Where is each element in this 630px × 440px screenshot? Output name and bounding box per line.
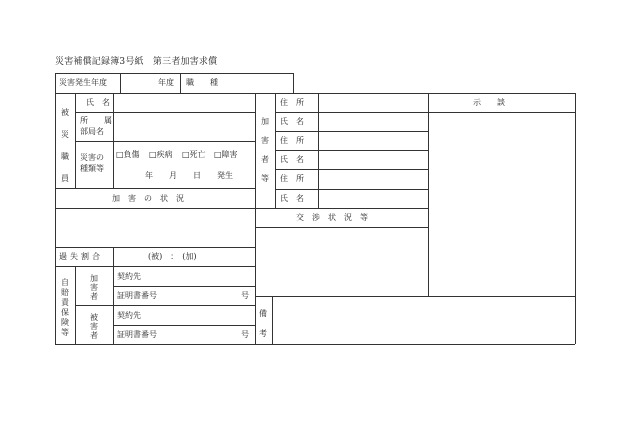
situation-label: 加 害 の 状 況 [112, 194, 184, 203]
check-death[interactable]: □死亡 [182, 150, 206, 159]
insurance-group-label: 自賠責保険等 [61, 278, 69, 337]
year-label: 災害発生年度 [59, 78, 107, 87]
victim-type-label-2: 種類等 [80, 164, 104, 173]
perp-name-3: 氏 名 [280, 194, 304, 203]
shokushu-label: 職 種 [186, 78, 218, 87]
fault-ratio-label: 過失割合 [59, 252, 103, 261]
perp-address-3: 住 所 [280, 174, 304, 183]
check-injury[interactable]: □負傷 [116, 150, 140, 159]
negotiation-label: 交 渉 状 況 等 [296, 213, 368, 222]
victim-type-label-1: 災害の [80, 153, 104, 162]
year-unit: 年度 [158, 78, 174, 87]
perp-cert-unit: 号 [241, 291, 249, 300]
perpetrator-group-label: 加害者等 [261, 117, 269, 183]
remarks-label: 備考 [259, 309, 267, 338]
victim-name-label: 氏 名 [86, 98, 110, 107]
perp-address-1: 住 所 [280, 98, 304, 107]
perp-address-2: 住 所 [280, 136, 304, 145]
victim-cert-label: 証明書番号 [117, 330, 157, 339]
perp-contract-label: 契約先 [117, 272, 141, 281]
perp-name-2: 氏 名 [280, 155, 304, 164]
insurance-perpetrator-label: 加害者 [90, 274, 98, 301]
insurance-victim-label: 被害者 [90, 313, 98, 340]
victim-group-label: 被災職員 [61, 108, 69, 183]
check-illness[interactable]: □疾病 [149, 150, 173, 159]
victim-dept-label-2: 部局名 [80, 127, 104, 136]
perp-name-1: 氏 名 [280, 117, 304, 126]
perp-cert-label: 証明書番号 [117, 291, 157, 300]
victim-cert-unit: 号 [241, 330, 249, 339]
victim-contract-label: 契約先 [117, 311, 141, 320]
occurrence-date-line: 年 月 日 発生 [145, 171, 233, 180]
settlement-label: 示 談 [473, 98, 505, 107]
check-disability[interactable]: □障害 [214, 150, 238, 159]
fault-ratio-value: (被) ： (加) [148, 252, 197, 261]
form-title: 災害補償記録簿3号紙 第三者加害求償 [55, 57, 218, 67]
victim-dept-label-1: 所 属 [80, 116, 116, 125]
